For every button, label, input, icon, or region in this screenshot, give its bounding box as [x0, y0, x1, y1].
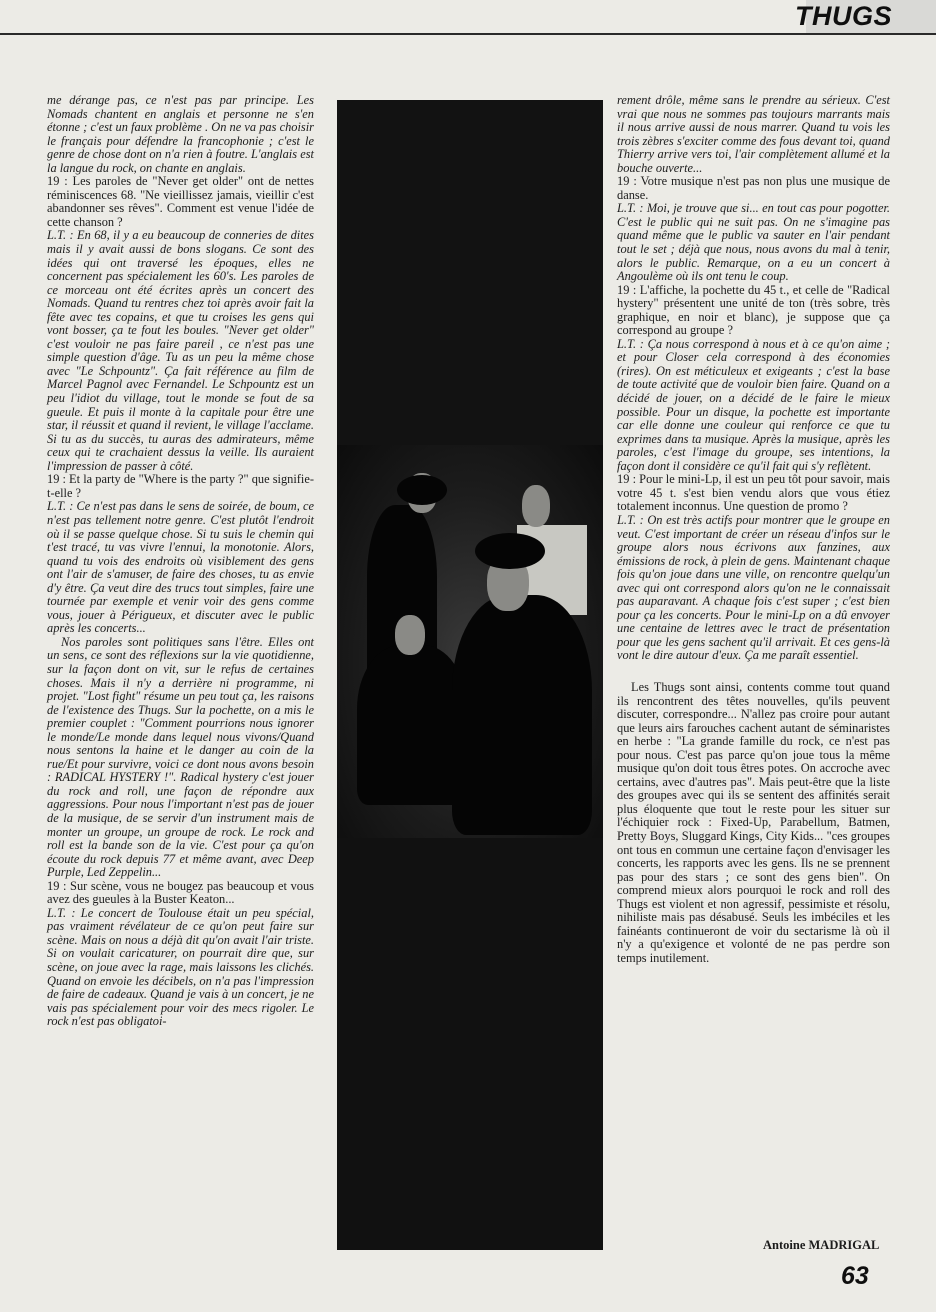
- page-number: 63: [841, 1262, 869, 1290]
- paragraph: L.T. : Moi, je trouve que si... en tout cas pour pogotter. C'est le public qui ne suit pas. On ne s'imagine pas quand même que le public va sauter en l'air pendant tout le set ; déjà que nous, nous avons du mal à tenir, alors le public. Remarque, on a eu un concert à Angoulème où ils ont tenu le coup.: [617, 201, 890, 284]
- paragraph: Nos paroles sont politiques sans l'être. Elles ont un sens, ce sont des réflexions sur la vie quotidienne, sur la façon dont on vit, sur le refus de certaines choses. Mais il n'y a derrière ni programme, ni projet. "Lost fight" résume un peu tout ça, les raisons de l'existence des Thugs. Sur la pochette, on a mis le premier couplet : "Comment pourrions nous ignorer le monde/Le monde dans lequel nous vivons/Quand nous sentons la haine et le danger au coin de la rue/Et pour survivre, voici ce dont nous avons besoin : RADICAL HYSTERY !". Radical hystery c'est jouer du rock and roll, une façon de répondre aux aggressions. Pour nous l'important n'est pas de jouer de la musique, de se servir d'un instrument mais de monter un groupe, un groupe de rock. Le rock and roll est la bande son de la vie. C'est pour ça qu'on écoute du rock depuis 77 et même avant, avec Deep Purple, Led Zeppelin...: [47, 634, 314, 880]
- band-member-hair: [397, 475, 447, 505]
- paragraph: L.T. : On est très actifs pour montrer que le groupe en veut. C'est important de créer un réseau d'infos sur le groupe alors nous écrivons aux fanzines, aux émissions de rock, à plein de gens. Maintenant chaque fois qu'on joue dans une ville, on rencontre quelqu'un avec qui ont correspond alors qu'on ne le connaissait pas auparavant. A chaque fois c'est super ; c'est bien pour ça les concerts. Pour le mini-Lp on a dû envoyer une centaine de lettres avec le tract de présentation pour que les gens sachent qu'il arrivait. Et ces gens-là vont le dire autour d'eux. Ça me paraît essentiel.: [617, 512, 890, 663]
- paragraph: rement drôle, même sans le prendre au sérieux. C'est vrai que nous ne sommes pas toujours marrants mais il nous arrive aussi de nous marrer. Quand tu vois les trois zèbres s'exciter comme des fous devant toi, quand Thierry arrive vers toi, l'air complètement allumé et la bouche ouverte...: [617, 93, 890, 175]
- paragraph: L.T. : Ça nous correspond à nous et à ce qu'on aime ; et pour Closer cela correspond à des économies (rires). On est méticuleux et exigeants ; c'est la base de toute activité que de vouloir bien faire. Quand on a décidé de jouer, on a décidé de le faire le mieux possible. Pour un disque, la pochette est importante car elle donne une couleur qui renforce ce que tu exprimes dans ta musique. Après la musique, après les paroles, c'est l'image du groupe, ses intentions, la façon dont il considère ce qu'il fait qui s'y reflètent.: [617, 336, 890, 473]
- paragraph: 19 : Sur scène, vous ne bougez pas beaucoup et vous avez des gueules à la Buster Keaton...: [47, 878, 314, 907]
- author-signature: Antoine MADRIGAL: [763, 1238, 880, 1252]
- paragraph: L.T. : Le concert de Toulouse était un peu spécial, pas vraiment révélateur de ce qu'on peut faire sur scène. Mais on nous a déjà dit qu'on avait l'air triste. Si on voulait caricaturer, on pourrait dire que, sur scène, on joue avec la rage, mais laissons les clichés. Quand on envoie les décibels, on n'a pas l'impression de faire de cadeaux. Quand je vais à un concert, je ne vais pas spécialement pour voir des mecs rigoler. Le rock n'est pas obligatoi-: [47, 905, 314, 1029]
- paragraph: me dérange pas, ce n'est pas par principe. Les Nomads chantent en anglais et personne ne s'en étonne ; c'est un faux problème . On ne va pas choisir le français pour défendre la francophonie ; c'est le genre de chose dont on n'a rien à foutre. L'anglais est la langue du rock, on chante en anglais.: [47, 93, 314, 175]
- paragraph: L.T. : Ce n'est pas dans le sens de soirée, de boum, ce n'est pas tellement notre genre. C'est plutôt l'endroit où il se passe quelque chose. Si tu suis le chemin qui t'est tracé, tu vas vivre l'ennui, la monotonie. Alors, quand tu vois des endroits où visiblement des gens ont l'air de s'amuser, de faire des choses, tu as envie d'y être. Ça veut dire des trucs tout simples, faire une tournée par exemple et venir voir des gens comme vous, jouer à Périgueux, et discuter avec le public après les concerts...: [47, 499, 314, 636]
- page-header: [0, 0, 936, 34]
- paragraph: 19 : L'affiche, la pochette du 45 t., et celle de "Radical hystery" présentent une unité de ton (très sobre, très graphique, en noir et blanc), je suppose que ça correspond au groupe ?: [617, 282, 890, 338]
- paragraph: 19 : Pour le mini-Lp, il est un peu tôt pour savoir, mais votre 45 t. s'est bien vendu alors que vous étiez totalement inconnus. Une question de promo ?: [617, 472, 890, 514]
- photo-dark-top-panel: [337, 100, 603, 445]
- photo-dark-bottom-panel: [337, 838, 603, 1250]
- left-text-column: [47, 94, 314, 1029]
- band-member-hair: [475, 533, 545, 569]
- right-text-column: [617, 94, 890, 965]
- band-member-face: [522, 485, 550, 527]
- band-member-face: [395, 615, 425, 655]
- paragraph: 19 : Et la party de "Where is the party ?" que signifie-t-elle ?: [47, 472, 314, 500]
- paragraph: 19 : Les paroles de "Never get older" ont de nettes réminiscences 68. "Ne vieillissez jamais, vieillir c'est abandonner ses rêves". Comment est venue l'idée de cette chanson ?: [47, 174, 314, 229]
- paragraph: L.T. : En 68, il y a eu beaucoup de conneries de dites mais il y avait aussi de bons slogans. Ce sont des idées qui ont traversé les époques, elles ne concernent pas spécialement les 60's. Les paroles de ce morceau ont été écrites après un concert des Nomads. Quand tu rentres chez toi après avoir fait la fête avec tes copains, et que tu croises les gens qui vont bosser, ça te fout les boules. "Never get older" c'est vouloir ne pas faire pareil , ce n'est pas une simple question d'âge. Tu as un peu la même chose avec "Le Schpountz". Ça fait référence au film de Marcel Pagnol avec Fernandel. Le Schpountz est un peu l'idiot du village, tout le monde se fout de sa gueule. Et puis il monte à la capitale pour être une star, il réussit et quand il revient, le village l'acclame. Si tu as du succès, tu auras des admirateurs, même ceux qui te crachaient dessus la veille. Ils auraient l'impression de passer à côté.: [47, 228, 314, 473]
- band-photo: [337, 445, 603, 838]
- running-title: THUGS: [795, 1, 892, 31]
- header-rule: [0, 33, 936, 35]
- paragraph: 19 : Votre musique n'est pas non plus une musique de danse.: [617, 174, 890, 202]
- paragraph: Les Thugs sont ainsi, contents comme tout quand ils rencontrent des têtes nouvelles, qu'ils peuvent discuter, correspondre... N'allez pas croire pour autant que leurs airs farouches cachent autant de séminaristes en herbe : "La grande famille du rock, ce n'est pas pour nous. C'est pas parce qu'on joue tous la même musique qu'on doit tous êtres potes. On accroche avec certains, avec d'autres pas". Mais peut-être que la liste des groupes avec qui ils se sentent des affinités serait plus éloquente que tout le reste pour les situer sur l'échiquier rock : Fixed-Up, Parabellum, Batmen, Pretty Boys, Sluggard Kings, City Kids... "ces groupes ont tous en commun une certaine façon d'envisager les concerts, les rapports avec les gens. Ils ne se prennent pas pour des stars ; ce sont des gens bien". On comprend mieux alors pourquoi le rock and roll des Thugs est violent et non agressif, pessimiste et résolu, nihiliste mais pas désabusé. Seuls les imbéciles et les fainéants continueront de voir du sectarisme là où il n'y a qu'exigence et volonté de ne pas perdre son temps inutilement.: [617, 679, 890, 965]
- band-member-figure: [452, 595, 592, 835]
- band-member-figure: [357, 645, 467, 805]
